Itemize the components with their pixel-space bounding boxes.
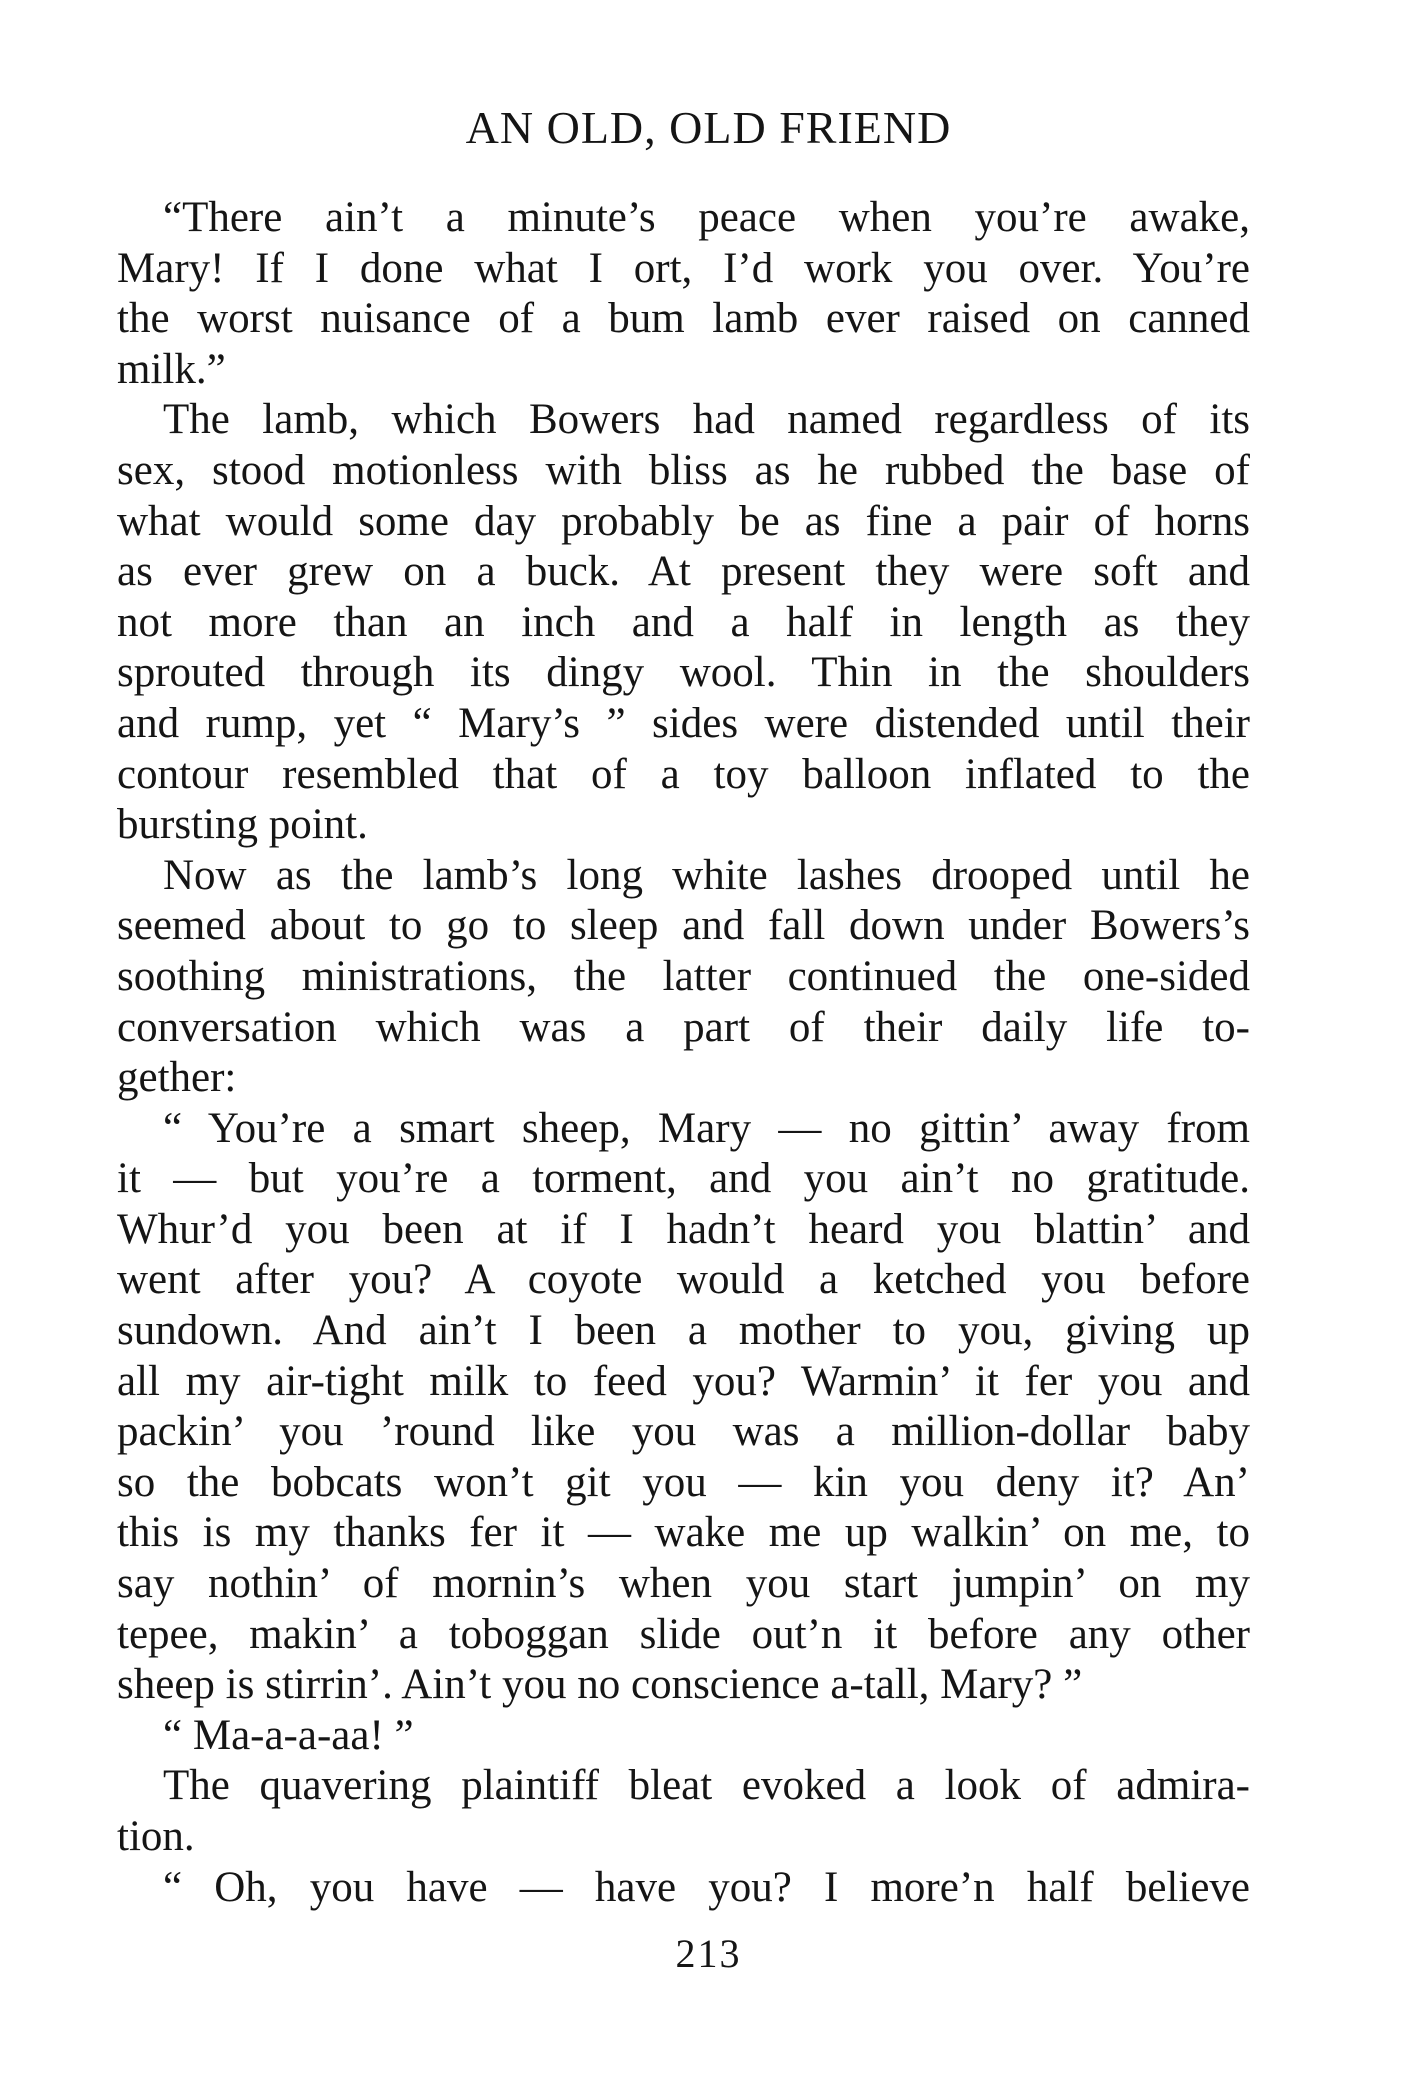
text-line: “ Oh, you have — have you? I more’n half believe <box>163 1863 1250 1911</box>
text-line: say nothin’ of mornin’s when you start jumpin’ on my <box>117 1560 1250 1608</box>
running-head: AN OLD, OLD FRIEND <box>465 102 952 153</box>
text-line: tion. <box>117 1813 195 1860</box>
text-line: went after you? A coyote would a ketched you before <box>117 1256 1250 1304</box>
text-line: Mary! If I done what I ort, I’d work you over. You’re <box>117 244 1250 292</box>
paragraph <box>117 395 1250 850</box>
text-line: sheep is stirrin’. Ain’t you no conscience a-tall, Mary? ” <box>117 1661 1083 1709</box>
text-line: what would some day probably be as fine a pair of horns <box>117 497 1250 545</box>
text-line: packin’ you ’round like you was a million-dollar baby <box>117 1408 1250 1456</box>
text-line: tepee, makin’ a toboggan slide out’n it before any other <box>117 1610 1250 1658</box>
text-line: “ Ma-a-a-aa! ” <box>163 1711 414 1759</box>
text-line: milk.” <box>117 345 226 393</box>
text-line: all my air-tight milk to feed you? Warmin’ it fer you and <box>117 1357 1250 1405</box>
paragraph <box>117 193 1250 395</box>
text-line: sundown. And ain’t I been a mother to you, giving up <box>117 1307 1250 1355</box>
text-line: The lamb, which Bowers had named regardless of its <box>163 396 1250 444</box>
page-number: 213 <box>675 1931 742 1976</box>
text-line: “There ain’t a minute’s peace when you’re awake, <box>163 194 1250 241</box>
text-line: as ever grew on a buck. At present they were soft and <box>117 548 1250 596</box>
text-line: so the bobcats won’t git you — kin you deny it? An’ <box>117 1458 1250 1506</box>
text-line: and rump, yet “ Mary’s ” sides were distended until their <box>117 699 1250 747</box>
text-line: Now as the lamb’s long white lashes drooped until he <box>163 851 1250 899</box>
text-line: The quavering plaintiff bleat evoked a look of admira- <box>163 1762 1250 1810</box>
text-line: bursting point. <box>117 801 368 849</box>
paragraph <box>117 1104 1250 1711</box>
text-line: seemed about to go to sleep and fall down under Bowers’s <box>117 902 1250 950</box>
text-line: it — but you’re a torment, and you ain’t no gratitude. <box>117 1155 1250 1203</box>
text-line: gether: <box>117 1054 237 1102</box>
body-text <box>117 193 1250 1913</box>
text-line: conversation which was a part of their daily life to- <box>117 1003 1250 1051</box>
text-line: sex, stood motionless with bliss as he rubbed the base of <box>117 446 1250 494</box>
paragraph <box>117 851 1250 1104</box>
text-line: not more than an inch and a half in length as they <box>117 598 1250 646</box>
text-line: Whur’d you been at if I hadn’t heard you blattin’ and <box>117 1205 1250 1253</box>
text-line: “ You’re a smart sheep, Mary — no gittin’ away from <box>163 1104 1250 1152</box>
paragraph <box>117 1863 1250 1914</box>
text-line: soothing ministrations, the latter continued the one-sided <box>117 952 1250 1000</box>
paragraph <box>117 1761 1250 1862</box>
text-line: contour resembled that of a toy balloon inflated to the <box>117 750 1250 798</box>
paragraph <box>117 1711 1250 1762</box>
text-line: the worst nuisance of a bum lamb ever raised on canned <box>117 295 1250 343</box>
text-line: this is my thanks fer it — wake me up walkin’ on me, to <box>117 1509 1250 1557</box>
text-line: sprouted through its dingy wool. Thin in the shoulders <box>117 649 1250 697</box>
